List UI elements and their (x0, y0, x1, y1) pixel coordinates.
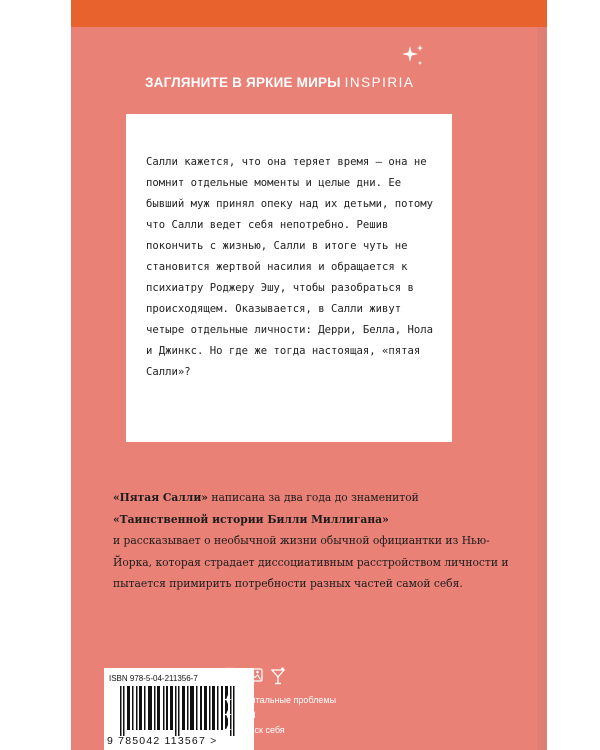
series-tagline (145, 75, 414, 90)
about-text-1: написана за два года до знаменитой (207, 491, 419, 504)
genre-tag (223, 692, 336, 707)
genre-tag-label: Ментальные проблемы (238, 694, 337, 705)
genre-tag (223, 722, 336, 737)
ean-group-2: 113567 (164, 735, 207, 747)
sparkle-icon (401, 44, 425, 68)
tagline-main: ЗАГЛЯНИТЕ В ЯРКИЕ МИРЫ (145, 75, 341, 90)
edge-shadow (537, 27, 547, 750)
isbn-label: ISBN 978-5-04-211356-7 (109, 674, 198, 683)
ean-group-1: 785042 (118, 735, 161, 747)
book-back-cover (71, 0, 547, 750)
about-paragraph (113, 487, 513, 595)
tagline-brand: INSPIRIA (344, 75, 415, 90)
image-icon (245, 667, 263, 683)
star-bullet-icon (223, 725, 232, 734)
genre-tag-label: ДРЛ (238, 709, 256, 720)
genre-tag-list (223, 692, 336, 737)
genre-tag (223, 707, 336, 722)
other-book-title: «Таинственной истории Билли Миллигана» (113, 512, 389, 526)
ean-mark: > (210, 735, 218, 747)
star-bullet-icon (223, 710, 232, 719)
blurb-paper-card (126, 114, 452, 442)
top-color-bar (71, 0, 547, 27)
genre-icons (223, 667, 303, 687)
cocktail-icon (270, 667, 286, 685)
genre-tag-label: Поиск себя (238, 724, 285, 735)
blurb-text: Салли кажется, что она теряет время – она не помнит отдельные моменты и целые дни. Ее бывший муж принял опеку над их детьми, потому что Салли ведет себя непотребно. Решив покончить с жизнью, Салли в итоге чуть не становится жертвой насилия и обращается к психиатру Роджеру Эшу, чтобы разобраться в происходящем. Оказывается, в Салли живут четыре отдельные личности: Дерри, Белла, Нола и Джинкс. Но где же тогда настоящая, «пятая Салли»? (146, 156, 434, 378)
about-book-block (113, 487, 513, 595)
book-title: «Пятая Салли» (113, 491, 208, 504)
blurb-text-block (146, 152, 436, 383)
ean-first-digit: 9 (107, 735, 115, 747)
book-icon (223, 667, 237, 685)
about-text-2: и рассказывает о необычной жизни обычной официантки из Нью-Йорка, которая страдает диссоциативным расстройством личности и пытается примирить потребности разных частей самой себя. (113, 534, 509, 590)
star-bullet-icon (223, 695, 232, 704)
